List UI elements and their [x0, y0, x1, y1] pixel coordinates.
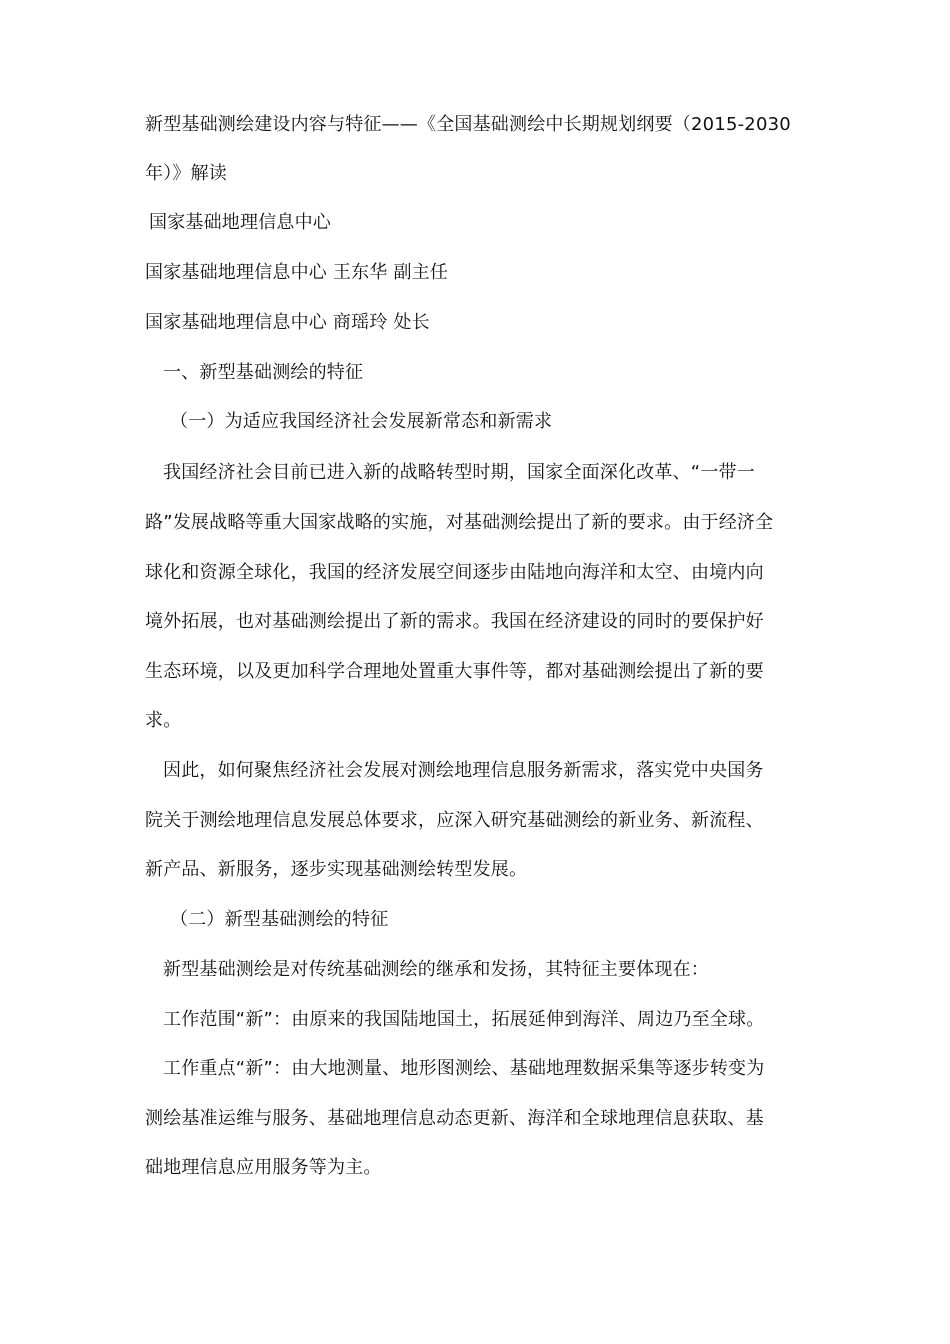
paragraph-2-line-3: 新产品、新服务，逐步实现基础测绘转型发展。 — [145, 859, 528, 880]
author-line-1: 国家基础地理信息中心 王东华 副主任 — [145, 262, 449, 283]
paragraph-3: 新型基础测绘是对传统基础测绘的继承和发扬，其特征主要体现在： — [163, 959, 709, 980]
subsection-1-heading: （一）为适应我国经济社会发展新常态和新需求 — [170, 411, 553, 432]
paragraph-4: 工作范围“新”：由原来的我国陆地国土，拓展延伸到海洋、周边乃至全球。 — [163, 1009, 765, 1030]
document-title-line-2: 年）》解读 — [145, 163, 227, 184]
paragraph-1-line-2: 路”发展战略等重大国家战略的实施，对基础测绘提出了新的要求。由于经济全 — [145, 512, 774, 533]
paragraph-1-line-4: 境外拓展，也对基础测绘提出了新的需求。我国在经济建设的同时的要保护好 — [145, 611, 764, 632]
document-title-line-1: 新型基础测绘建设内容与特征——《全国基础测绘中长期规划纲要（2015-2030 — [145, 114, 791, 135]
author-line-2: 国家基础地理信息中心 商瑶玲 处长 — [145, 312, 430, 333]
paragraph-1-line-1: 我国经济社会目前已进入新的战略转型时期，国家全面深化改革、“一带一 — [163, 462, 755, 483]
paragraph-5-line-3: 础地理信息应用服务等为主。 — [145, 1157, 382, 1178]
subsection-2-heading: （二）新型基础测绘的特征 — [170, 909, 389, 930]
organization-name: 国家基础地理信息中心 — [149, 212, 331, 233]
paragraph-5-line-2: 测绘基准运维与服务、基础地理信息动态更新、海洋和全球地理信息获取、基 — [145, 1108, 764, 1129]
section-1-heading: 一、新型基础测绘的特征 — [163, 362, 364, 383]
paragraph-2-line-1: 因此，如何聚焦经济社会发展对测绘地理信息服务新需求，落实党中央国务 — [163, 760, 764, 781]
paragraph-5-line-1: 工作重点“新”：由大地测量、地形图测绘、基础地理数据采集等逐步转变为 — [163, 1058, 765, 1079]
paragraph-1-line-5: 生态环境，以及更加科学合理地处置重大事件等，都对基础测绘提出了新的要 — [145, 661, 764, 682]
paragraph-2-line-2: 院关于测绘地理信息发展总体要求，应深入研究基础测绘的新业务、新流程、 — [145, 810, 764, 831]
paragraph-1-line-6: 求。 — [145, 710, 182, 731]
paragraph-1-line-3: 球化和资源全球化，我国的经济发展空间逐步由陆地向海洋和太空、由境内向 — [145, 562, 764, 583]
